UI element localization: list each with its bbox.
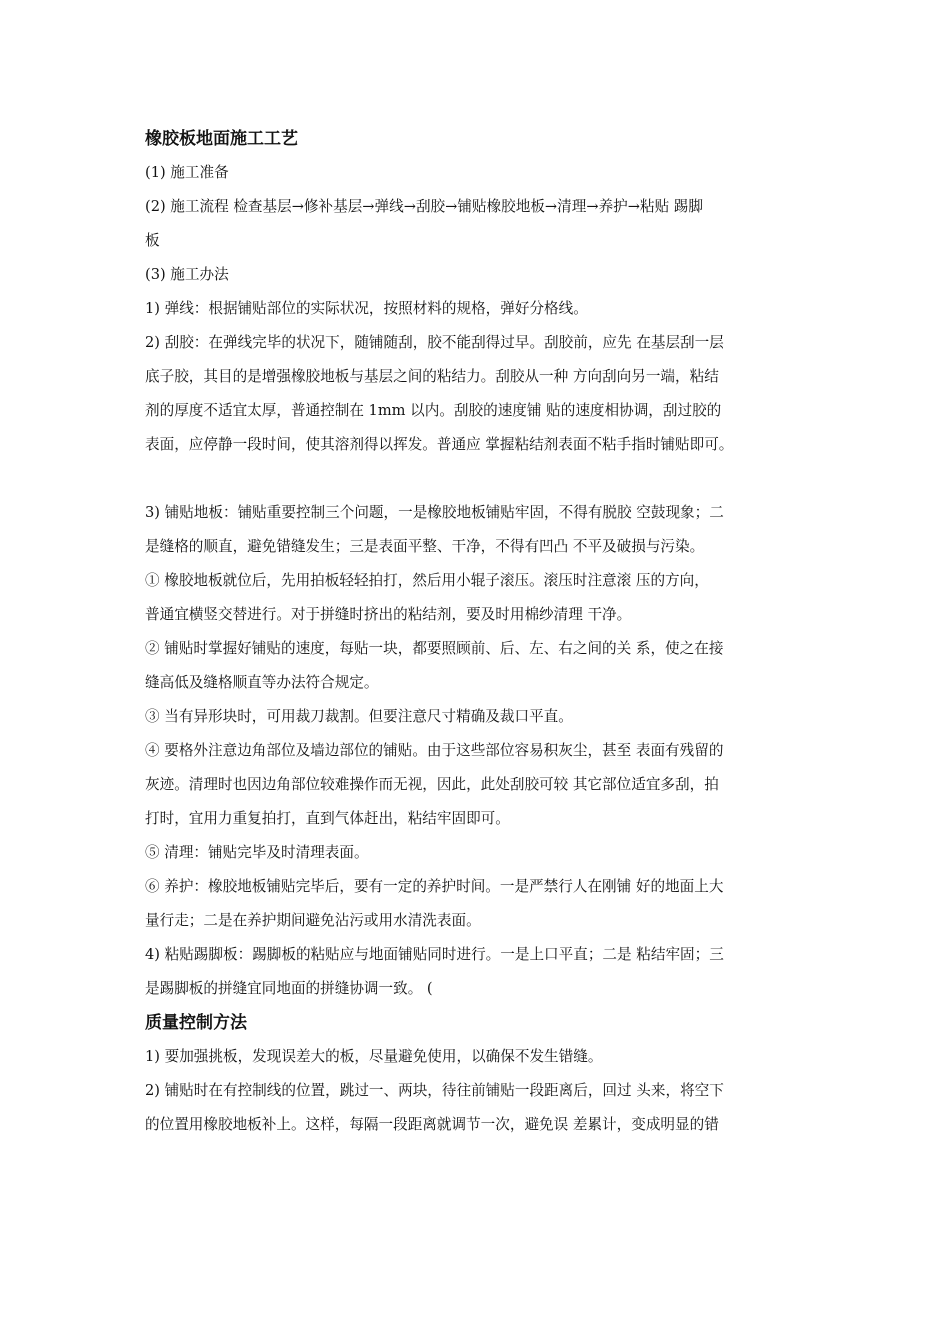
blank-line — [145, 462, 835, 496]
text-line: 是缝格的顺直，避免错缝发生；三是表面平整、干净，不得有凹凸 不平及破损与污染。 — [145, 538, 705, 555]
text-line: 1) 弹线：根据铺贴部位的实际状况，按照材料的规格，弹好分格线。 — [145, 300, 588, 317]
text-line: 的位置用橡胶地板补上。这样，每隔一段距离就调节一次，避免误 差累计，变成明显的错 — [145, 1116, 719, 1133]
text-line: 灰迹。清理时也因边角部位较难操作而无视，因此，此处刮胶可较 其它部位适宜多刮，拍 — [145, 776, 719, 793]
section-title-quality-control: 质量控制方法 — [145, 1013, 247, 1033]
text-line: 2) 刮胶：在弹线完毕的状况下，随铺随刮，胶不能刮得过早。刮胶前，应先 在基层刮一层 — [145, 334, 724, 351]
text-line: ① 橡胶地板就位后，先用拍板轻轻拍打，然后用小辊子滚压。滚压时注意滚 压的方向， — [145, 572, 709, 589]
text-line: (2) 施工流程 检查基层→修补基层→弹线→刮胶→铺贴橡胶地板→清理→养护→粘贴 踢脚 — [145, 198, 703, 215]
text-line: 底子胶，其目的是增强橡胶地板与基层之间的粘结力。刮胶从一种 方向刮向另一端，粘结 — [145, 368, 719, 385]
text-line: 1) 要加强挑板，发现误差大的板，尽量避免使用，以确保不发生错缝。 — [145, 1048, 603, 1065]
text-line: ④ 要格外注意边角部位及墙边部位的铺贴。由于这些部位容易积灰尘，甚至 表面有残留的 — [145, 742, 724, 759]
text-line: 表面，应停静一段时间，使其溶剂得以挥发。普通应 掌握粘结剂表面不粘手指时铺贴即可。 — [145, 436, 734, 453]
text-line: 2) 铺贴时在有控制线的位置，跳过一、两块，待往前铺贴一段距离后，回过 头来，将空下 — [145, 1082, 724, 1099]
text-line: ⑤ 清理：铺贴完毕及时清理表面。 — [145, 844, 369, 861]
text-line: 是踢脚板的拼缝宜同地面的拼缝协调一致。 ( — [145, 980, 433, 997]
text-line: 打时，宜用力重复拍打，直到气体赶出，粘结牢固即可。 — [145, 810, 510, 827]
document-body — [145, 122, 835, 1142]
text-line: 普通宜横竖交替进行。对于拼缝时挤出的粘结剂，要及时用棉纱清理 干净。 — [145, 606, 632, 623]
text-line: 板 — [145, 232, 160, 249]
document-title: 橡胶板地面施工工艺 — [145, 129, 298, 149]
text-line: (3) 施工办法 — [145, 266, 229, 283]
text-line: ② 铺贴时掌握好铺贴的速度，每贴一块，都要照顾前、后、左、右之间的关 系，使之在接 — [145, 640, 724, 657]
text-line: 4) 粘贴踢脚板：踢脚板的粘贴应与地面铺贴同时进行。一是上口平直；二是 粘结牢固；三 — [145, 946, 724, 963]
text-line: ⑥ 养护：橡胶地板铺贴完毕后，要有一定的养护时间。一是严禁行人在刚铺 好的地面上大 — [145, 878, 724, 895]
text-line: ③ 当有异形块时，可用裁刀裁割。但要注意尺寸精确及裁口平直。 — [145, 708, 573, 725]
text-line: (1) 施工准备 — [145, 164, 229, 181]
text-line: 量行走；二是在养护期间避免沾污或用水清洗表面。 — [145, 912, 481, 929]
text-line: 3) 铺贴地板：铺贴重要控制三个问题，一是橡胶地板铺贴牢固，不得有脱胶 空鼓现象；二 — [145, 504, 724, 521]
text-line: 剂的厚度不适宜太厚，普通控制在 1mm 以内。刮胶的速度铺 贴的速度相协调，刮过胶的 — [145, 402, 722, 419]
text-line: 缝高低及缝格顺直等办法符合规定。 — [145, 674, 379, 691]
